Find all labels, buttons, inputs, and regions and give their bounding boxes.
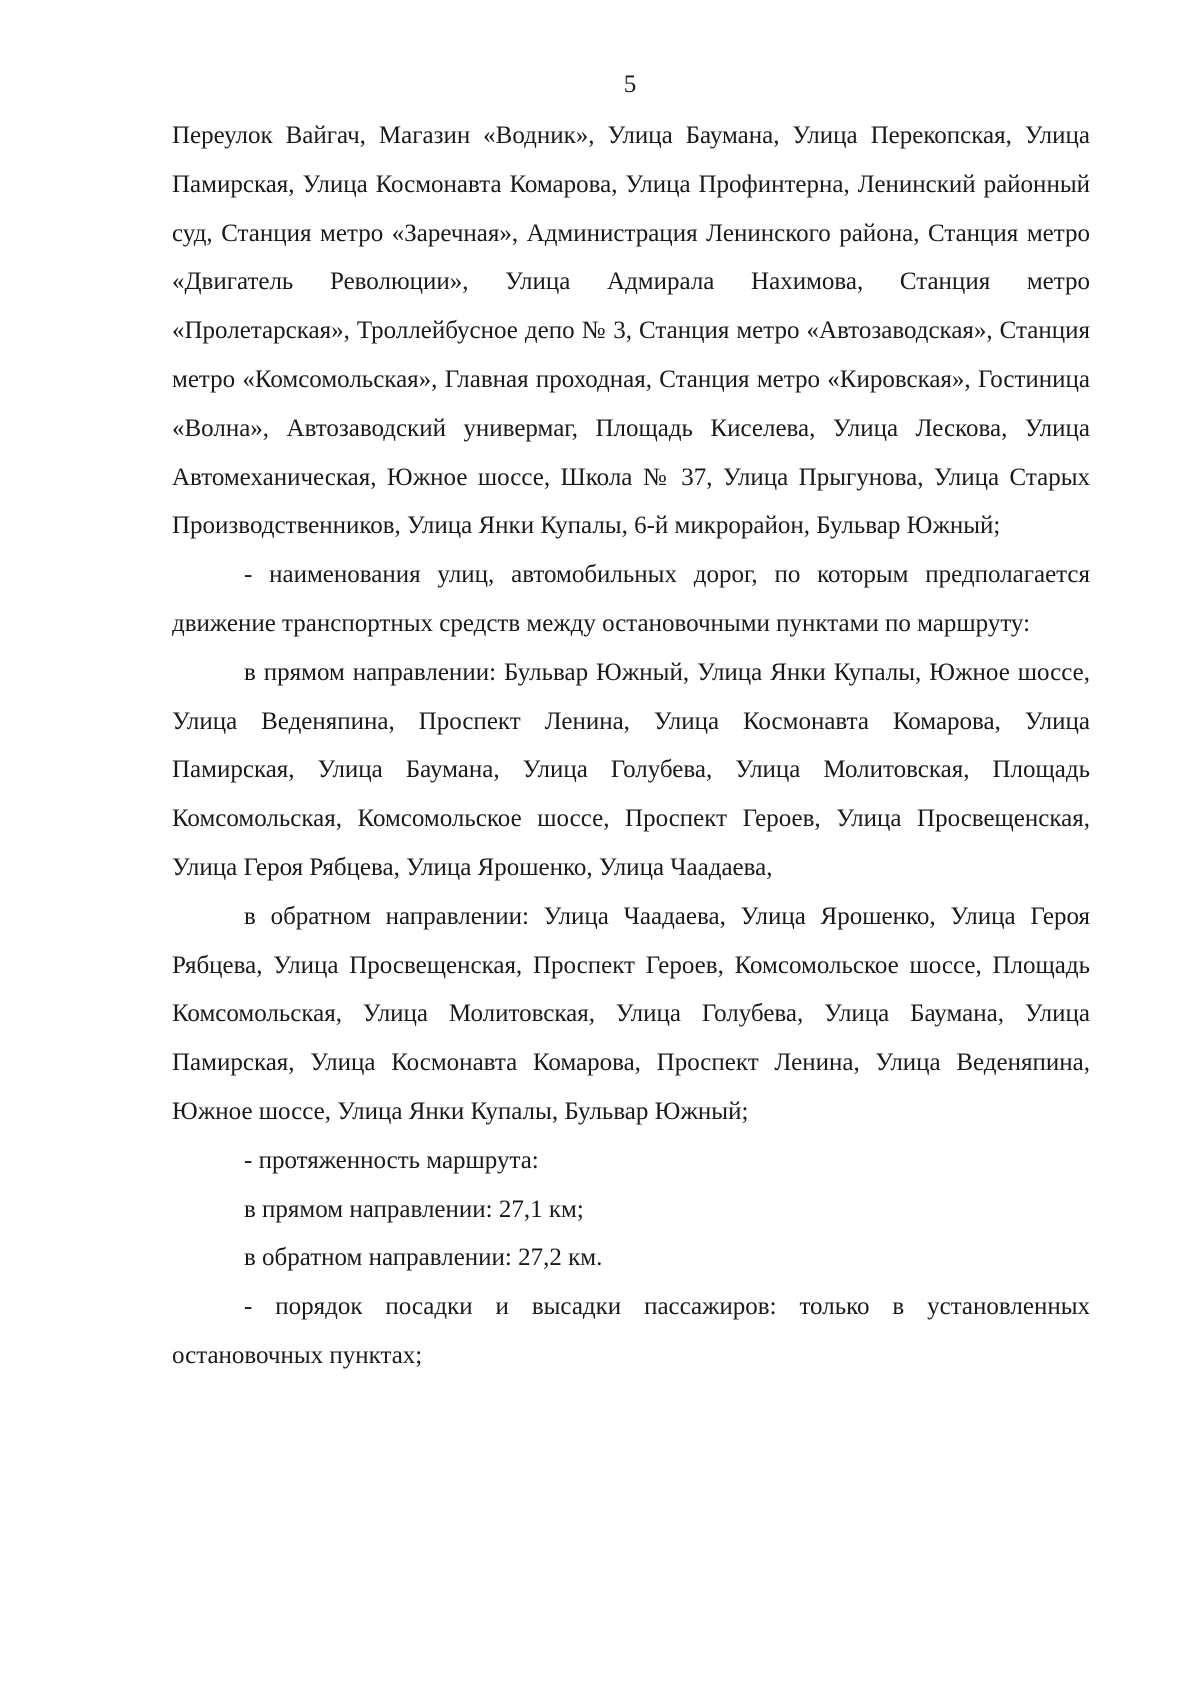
paragraph-reverse-length: в обратном направлении: 27,2 км. [244, 1244, 603, 1272]
document-body [172, 112, 1090, 1381]
paragraph-stop-list: Переулок Вайгач, Магазин «Водник», Улица Баумана, Улица Перекопская, Улица Памирская, Улица Космонавта Комарова, Улица Профинтерна, Ленинский районный суд, Станция метро «Заречная», Администрация Ленинского района, Станция метро «Двигатель Революции», Улица Адмирала Нахимова, Станция метро «Пролетарская», Троллейбусное депо № 3, Станция метро «Автозаводская», Станция метро «Комсомольская», Главная проходная, Станция метро «Кировская», Гостиница «Волна», Автозаводский универмаг, Площадь Киселева, Улица Лескова, Улица Автомеханическая, Южное шоссе, Школа № 37, Улица Прыгунова, Улица Старых Производственников, Улица Янки Купалы, 6-й микрорайон, Бульвар Южный; [172, 122, 1090, 540]
paragraph-forward-direction: в прямом направлении: Бульвар Южный, Улица Янки Купалы, Южное шоссе, Улица Веденяпина, Проспект Ленина, Улица Космонавта Комарова, Улица Памирская, Улица Баумана, Улица Голубева, Улица Молитовская, Площадь Комсомольская, Комсомольское шоссе, Проспект Героев, Улица Просвещенская, Улица Героя Рябцева, Улица Ярошенко, Улица Чаадаева, [172, 658, 1090, 881]
paragraph-boarding-rules: - порядок посадки и высадки пассажиров: только в установленных остановочных пунктах; [172, 1293, 1090, 1369]
paragraph-forward-length: в прямом направлении: 27,1 км; [244, 1195, 584, 1223]
paragraph-route-length-heading: - протяженность маршрута: [244, 1146, 539, 1174]
paragraph-reverse-direction: в обратном направлении: Улица Чаадаева, Улица Ярошенко, Улица Героя Рябцева, Улица Просвещенская, Проспект Героев, Комсомольское шоссе, Площадь Комсомольская, Улица Молитовская, Улица Голубева, Улица Баумана, Улица Памирская, Улица Космонавта Комарова, Проспект Ленина, Улица Веденяпина, Южное шоссе, Улица Янки Купалы, Бульвар Южный; [172, 902, 1090, 1125]
paragraph-street-names-heading: - наименования улиц, автомобильных дорог, по которым предполагается движение транспортных средств между остановочными пунктами по маршруту: [172, 561, 1090, 637]
page-number: 5 [623, 71, 637, 98]
